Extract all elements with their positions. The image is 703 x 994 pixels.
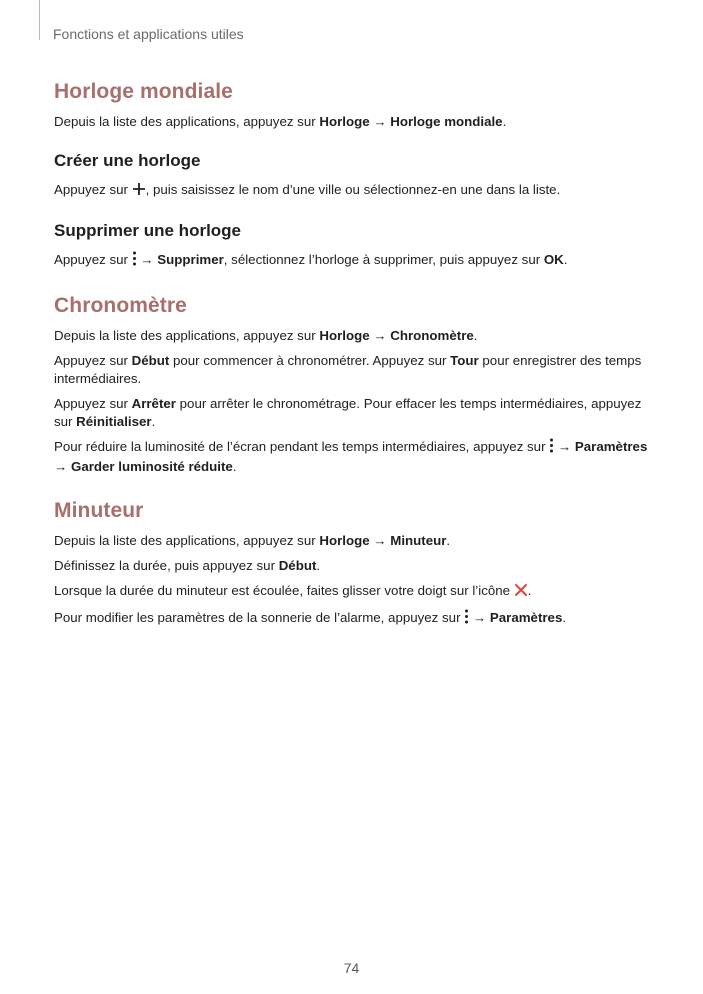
text: . [562, 610, 567, 625]
keyword-ok: OK [543, 252, 564, 267]
stopwatch-p3 [54, 395, 654, 431]
stopwatch-p1 [54, 327, 654, 345]
stopwatch-p4 [54, 438, 654, 476]
text: Depuis la liste des applications, appuyez sur [54, 533, 320, 548]
timer-p2 [54, 557, 654, 575]
text: Pour réduire la luminosité de l’écran pendant les temps intermédiaires, appuyez sur [54, 439, 550, 454]
text: Appuyez sur [54, 396, 132, 411]
text: Appuyez sur [54, 353, 132, 368]
timer-p3 [54, 582, 654, 602]
create-clock-text [54, 181, 654, 201]
arrow: → [369, 114, 391, 129]
arrow: → [54, 459, 71, 474]
text: Définissez la durée, puis appuyez sur [54, 558, 279, 573]
text: Appuyez sur [54, 252, 132, 267]
keyword-debut: Début [131, 353, 170, 368]
section-title-timer: Minuteur [54, 499, 144, 522]
arrow: → [136, 252, 158, 267]
stopwatch-p2 [54, 352, 654, 388]
keyword-parametres: Paramètres [489, 610, 563, 625]
text: Lorsque la durée du minuteur est écoulée, faites glisser votre doigt sur l’icône [54, 583, 514, 598]
text: . [527, 583, 532, 598]
text: , puis saisissez le nom d’une ville ou sélectionnez-en une dans la liste. [145, 182, 561, 197]
keyword-arreter: Arrêter [131, 396, 176, 411]
text: . [473, 328, 478, 343]
page-number: 74 [343, 960, 360, 976]
close-icon [514, 583, 528, 602]
section-title-stopwatch: Chronomètre [54, 294, 187, 317]
timer-p4 [54, 609, 654, 629]
text: pour enregistrer des temps intermédiaires. [54, 353, 642, 386]
arrow: → [369, 328, 391, 343]
text: Depuis la liste des applications, appuyez sur [54, 328, 320, 343]
text: Appuyez sur [54, 182, 132, 197]
margin-rule [39, 0, 40, 40]
keyword-reinitialiser: Réinitialiser [76, 414, 152, 429]
keyword-horloge-mondiale: Horloge mondiale [390, 114, 503, 129]
keyword-parametres: Paramètres [574, 439, 648, 454]
keyword-horloge: Horloge [319, 114, 370, 129]
arrow: → [554, 439, 575, 454]
text: . [563, 252, 568, 267]
text: Depuis la liste des applications, appuyez sur [54, 114, 320, 129]
keyword-horloge: Horloge [319, 328, 370, 343]
keyword-supprimer: Supprimer [157, 252, 224, 267]
keyword-tour: Tour [450, 353, 479, 368]
running-header: Fonctions et applications utiles [53, 26, 244, 42]
text: . [232, 459, 237, 474]
keyword-debut: Début [278, 558, 317, 573]
text: Pour modifier les paramètres de la sonnerie de l’alarme, appuyez sur [54, 610, 465, 625]
keyword-horloge: Horloge [319, 533, 370, 548]
subsection-title-create-clock: Créer une horloge [54, 151, 201, 170]
subsection-title-delete-clock: Supprimer une horloge [54, 221, 242, 240]
timer-p1 [54, 532, 654, 550]
arrow: → [469, 610, 490, 625]
keyword-chronometre: Chronomètre [390, 328, 474, 343]
text: . [446, 533, 451, 548]
world-clock-intro [54, 113, 654, 131]
text: . [316, 558, 321, 573]
plus-icon [132, 182, 146, 201]
text: . [502, 114, 507, 129]
text: pour commencer à chronométrer. Appuyez sur [169, 353, 451, 368]
text: . [151, 414, 156, 429]
text: , sélectionnez l’horloge à supprimer, puis appuyez sur [223, 252, 544, 267]
section-title-world-clock: Horloge mondiale [54, 80, 233, 103]
page-content [54, 80, 654, 636]
keyword-minuteur: Minuteur [390, 533, 447, 548]
text: pour arrêter le chronométrage. Pour effacer les temps intermédiaires, appuyez sur [54, 396, 642, 429]
keyword-garder-luminosite: Garder luminosité réduite [71, 459, 233, 474]
arrow: → [369, 533, 391, 548]
delete-clock-text [54, 251, 654, 271]
